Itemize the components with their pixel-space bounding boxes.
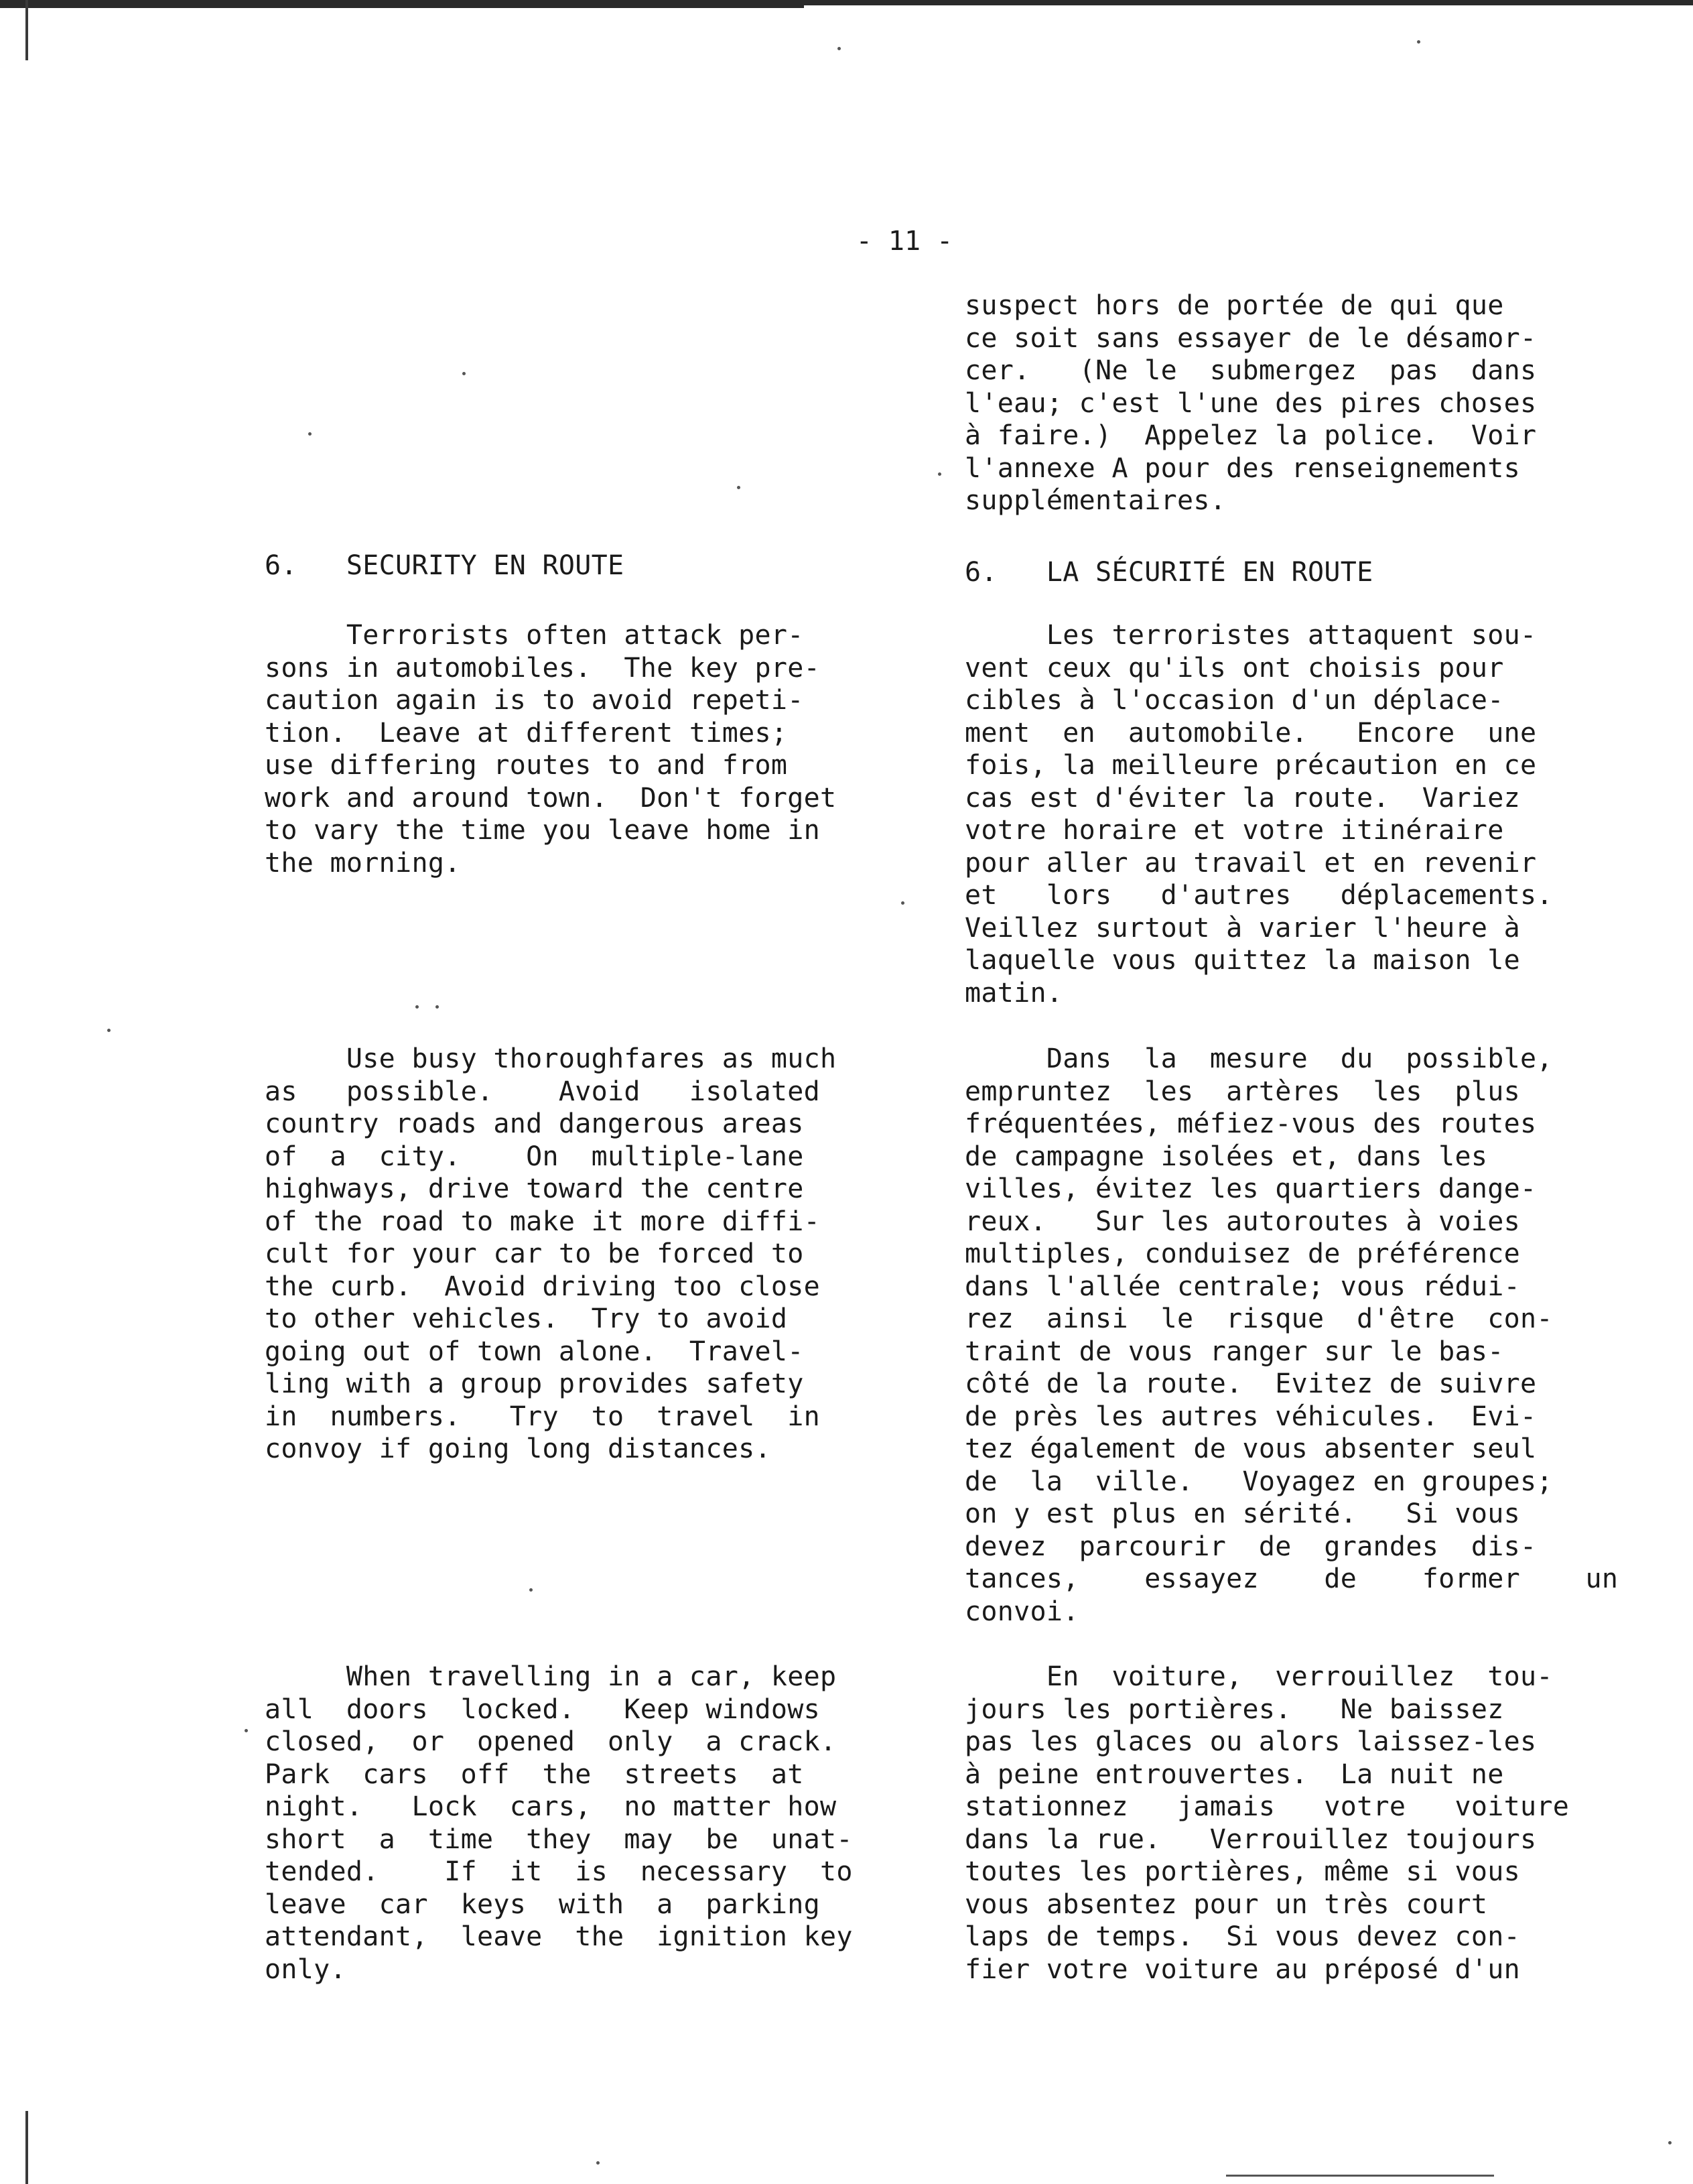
- french-paragraph-2: Dans la mesure du possible, empruntez les artères les plus fréquentées, méfiez-vous des routes de campagne isolées et, dans les villes, évitez les quartiers dange- reux. Sur les autoroutes à voies multiples, conduisez de préférence dans l'allée centrale; vous rédui- rez ainsi le risque d'être con- traint de vous ranger sur le bas- côté de la route. Evitez de suivre de près les autres véhicules. Evi- tez également de vous absenter seul de la ville. Voyagez en groupes; on y est plus en sérité. Si vous devez parcourir de grandes dis- tances, essayez de former un convoi.: [965, 1043, 1619, 1627]
- french-paragraph-1: Les terroristes attaquent sou- vent ceux qu'ils ont choisis pour cibles à l'occasion d'un déplace- ment en automobile. Encore une fois, la meilleure précaution en ce cas est d'éviter la route. Variez votre horaire et votre itinéraire pour aller au travail et en revenir et lors d'autres déplacements. Veillez surtout à varier l'heure à laquelle vous quittez la maison le matin.: [965, 620, 1553, 1009]
- scan-speck: [596, 2161, 600, 2165]
- scan-speck: [737, 486, 740, 489]
- scan-speck: [837, 47, 841, 50]
- french-paragraph-3: En voiture, verrouillez tou- jours les portières. Ne baissez pas les glaces ou alors laissez-les à peine entrouvertes. La nuit ne stationnez jamais votre voiture dans la rue. Verrouillez toujours toutes les portières, même si vous vous absentez pour un très court laps de temps. Si vous devez con- fier votre voiture au préposé d'un: [965, 1661, 1570, 1985]
- scan-speck: [107, 1029, 111, 1032]
- scan-speck: [938, 472, 941, 476]
- english-paragraph-3: When travelling in a car, keep all doors locked. Keep windows closed, or opened only a crack. Park cars off the streets at night. Lock cars, no matter how short a time they may be unat- tended. If it is necessary to leave car keys with a parking attendant, leave the ignition key only.: [265, 1661, 853, 1985]
- scan-speck: [529, 1588, 533, 1592]
- french-intro-continuation: suspect hors de portée de qui que ce soit sans essayer de le désamor- cer. (Ne le submergez pas dans l'eau; c'est l'une des pires choses à faire.) Appelez la police. Voir l'annexe A pour des renseignements supplémentaires.: [965, 290, 1537, 516]
- scan-speck: [435, 1005, 439, 1009]
- english-paragraph-2: Use busy thoroughfares as much as possible. Avoid isolated country roads and dangerous areas of a city. On multiple-lane highways, drive toward the centre of the road to make it more diffi- cult for your car to be forced to the curb. Avoid driving too close to other vehicles. Try to avoid going out of town alone. Travel- ling with a group provides safety in numbers. Try to travel in convoy if going long distances.: [265, 1043, 837, 1464]
- left-scan-edge-bottom: [25, 2111, 28, 2184]
- french-section-heading: 6. LA SÉCURITÉ EN ROUTE: [965, 557, 1373, 588]
- top-scan-edge-shadow: [0, 5, 804, 8]
- english-section-heading: 6. SECURITY EN ROUTE: [265, 550, 624, 581]
- scan-speck: [415, 1005, 419, 1009]
- english-paragraph-1: Terrorists often attack per- sons in automobiles. The key pre- caution again is to avoid repeti- tion. Leave at different times; use differing routes to and from work and around town. Don't forget to vary the time you leave home in the morning.: [265, 620, 837, 879]
- scan-speck: [901, 901, 904, 905]
- top-scan-edge: [0, 0, 1693, 5]
- scan-speck: [308, 432, 312, 436]
- scan-speck: [1417, 40, 1420, 44]
- bottom-scan-rule: [1226, 2175, 1494, 2177]
- left-scan-edge-top: [25, 0, 28, 60]
- scan-speck: [462, 372, 466, 375]
- page-number: - 11 -: [856, 226, 953, 257]
- scan-speck: [1668, 2141, 1672, 2144]
- scan-speck: [245, 1729, 248, 1732]
